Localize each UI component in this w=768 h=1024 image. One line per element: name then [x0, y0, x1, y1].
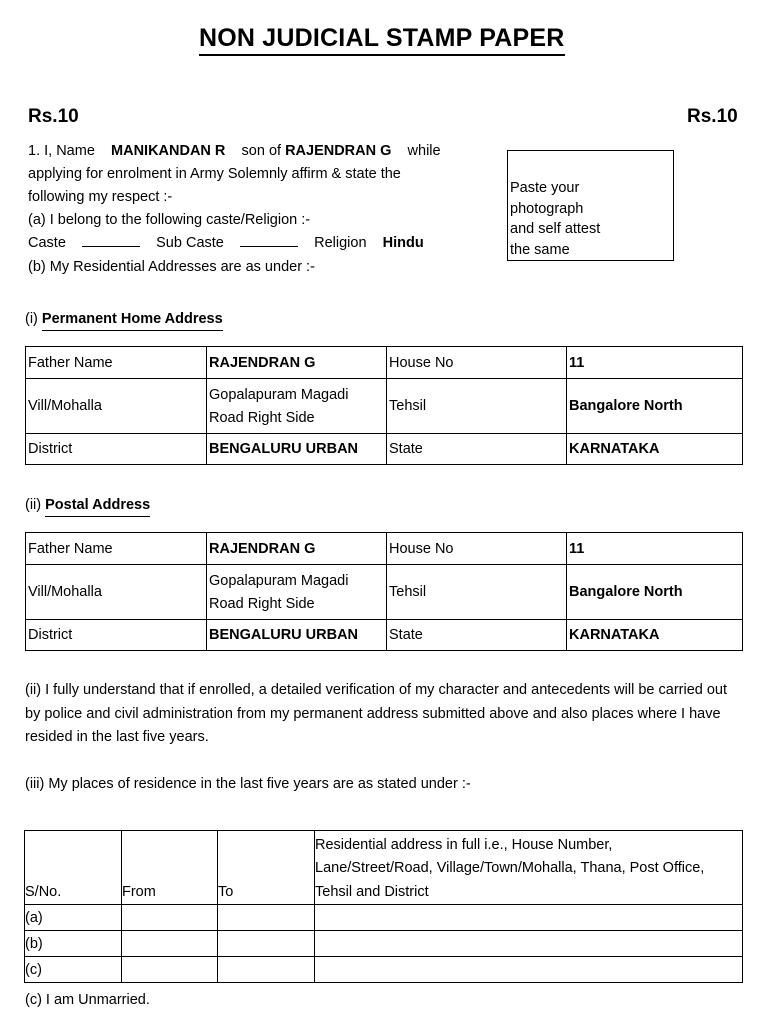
photo-text-2: photograph [510, 200, 584, 217]
district-value: BENGALURU URBAN [207, 620, 387, 651]
table-row [26, 565, 743, 620]
header-from: From [122, 831, 218, 905]
permanent-address-heading [25, 311, 223, 327]
district-label: District [26, 620, 207, 651]
row-sno: (a) [25, 905, 122, 931]
father-name: RAJENDRAN G [285, 143, 392, 159]
state-label: State [387, 434, 567, 465]
postal-address-heading [25, 497, 150, 513]
photo-box [507, 150, 674, 261]
row-from [122, 957, 218, 983]
house-value: 11 [567, 347, 743, 379]
vill-value-line-1: Gopalapuram Magadi [209, 572, 349, 589]
district-value: BENGALURU URBAN [207, 434, 387, 465]
caste-label: Caste [28, 235, 66, 251]
header-address [315, 831, 743, 905]
table-row [26, 347, 743, 379]
photo-text-1: Paste your [510, 180, 580, 196]
permanent-prefix: (i) [25, 311, 38, 327]
stamp-value-right: Rs.10 [687, 106, 738, 127]
intro-line-1 [28, 140, 441, 163]
photo-text-3: and self attest [510, 221, 601, 237]
row-sno: (b) [25, 931, 122, 957]
photo-text-4: the same [510, 241, 570, 258]
state-label: State [387, 620, 567, 651]
permanent-heading-text: Permanent Home Address [42, 311, 223, 331]
row-from [122, 931, 218, 957]
state-value: KARNATAKA [567, 620, 743, 651]
while-text: while [407, 143, 441, 159]
header-address-line-3: Tehsil and District [315, 883, 429, 900]
postal-prefix: (ii) [25, 497, 42, 513]
row-to [218, 931, 315, 957]
row-address [315, 931, 743, 957]
caste-blank [82, 234, 140, 247]
tehsil-label: Tehsil [387, 565, 567, 620]
table-row [26, 379, 743, 434]
religion-value: Hindu [382, 235, 424, 251]
row-sno: (c) [25, 957, 122, 983]
vill-label: Vill/Mohalla [26, 565, 207, 620]
tehsil-value: Bangalore North [567, 379, 743, 434]
statement-iii: (iii) My places of residence in the last five years are as stated under :- [25, 776, 471, 792]
father-label: Father Name [26, 347, 207, 379]
house-label: House No [387, 533, 567, 565]
header-address-line-1: Residential address in full i.e., House Number, [315, 836, 613, 853]
intro-prefix: 1. I, Name [28, 143, 95, 159]
header-address-line-2: Lane/Street/Road, Village/Town/Mohalla, Thana, Post Office, [315, 860, 705, 876]
table-row [26, 620, 743, 651]
applicant-name: MANIKANDAN R [111, 143, 226, 159]
house-label: House No [387, 347, 567, 379]
header-sno: S/No. [25, 831, 122, 905]
subcaste-blank [240, 234, 298, 247]
vill-value-line-1: Gopalapuram Magadi [209, 386, 349, 403]
intro-line-4: (a) I belong to the following caste/Religion :- [28, 212, 311, 228]
intro-line-6: (b) My Residential Addresses are as under :- [28, 259, 315, 275]
vill-label: Vill/Mohalla [26, 379, 207, 434]
postal-heading-text: Postal Address [45, 497, 150, 517]
statement-c: (c) I am Unmarried. [25, 992, 150, 1008]
page-title: NON JUDICIAL STAMP PAPER [199, 24, 565, 56]
father-label: Father Name [26, 533, 207, 565]
vill-value-line-2: Road Right Side [209, 595, 315, 612]
row-address [315, 957, 743, 983]
table-row [25, 957, 743, 983]
stamp-value-left: Rs.10 [28, 106, 79, 127]
father-value: RAJENDRAN G [207, 533, 387, 565]
row-to [218, 905, 315, 931]
house-value: 11 [567, 533, 743, 565]
row-address [315, 905, 743, 931]
son-of-label: son of [241, 143, 282, 159]
religion-label: Religion [314, 235, 367, 251]
header-to: To [218, 831, 315, 905]
subcaste-label: Sub Caste [156, 235, 224, 251]
permanent-address-table [25, 346, 743, 465]
caste-line [28, 232, 424, 255]
residence-table [24, 830, 743, 983]
table-row [26, 434, 743, 465]
vill-value-line-2: Road Right Side [209, 409, 315, 426]
table-row [25, 831, 743, 905]
table-row [26, 533, 743, 565]
row-from [122, 905, 218, 931]
district-label: District [26, 434, 207, 465]
tehsil-value: Bangalore North [567, 565, 743, 620]
vill-value [207, 565, 387, 620]
statement-ii: (ii) I fully understand that if enrolled, a detailed verification of my character and antecedents will be carried out by police and civil administration from my permanent address submitted above and also places where I have resided in the last five years. [25, 682, 728, 745]
intro-line-3: following my respect :- [28, 189, 173, 205]
vill-value [207, 379, 387, 434]
row-to [218, 957, 315, 983]
father-value: RAJENDRAN G [207, 347, 387, 379]
table-row [25, 931, 743, 957]
table-row [25, 905, 743, 931]
state-value: KARNATAKA [567, 434, 743, 465]
intro-line-2: applying for enrolment in Army Solemnly affirm & state the [28, 166, 401, 182]
tehsil-label: Tehsil [387, 379, 567, 434]
postal-address-table [25, 532, 743, 651]
